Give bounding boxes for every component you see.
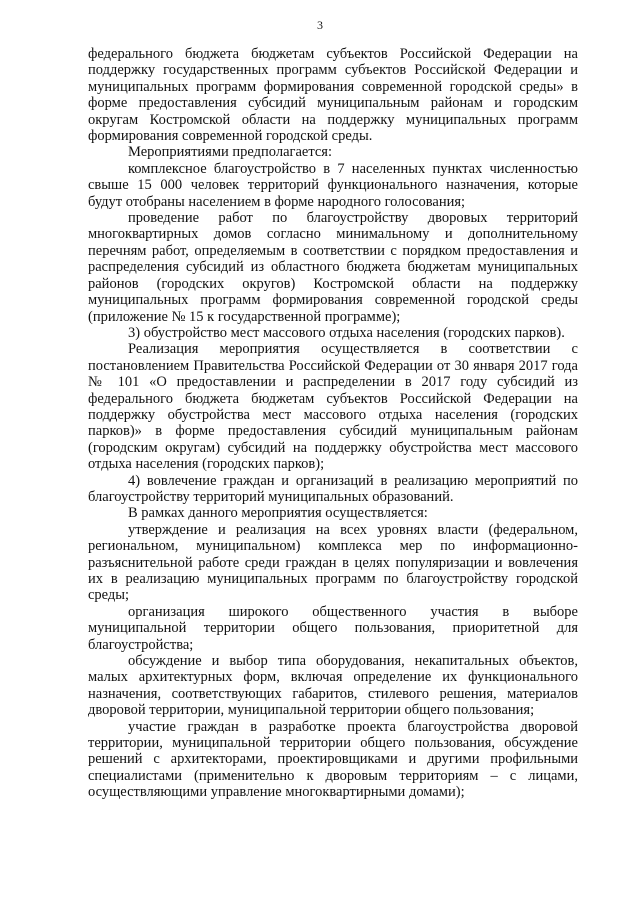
page-number: 3	[317, 18, 323, 32]
paragraph: проведение работ по благоустройству дворовых территорий многоквартирных домов согласно минимальному и дополнительному перечням работ, определяемым в соответствии с порядком предоставления и распределения субсидий из областного бюджета бюджетам муниципальных районов (городских округов) Костромской области на поддержку муниципальных программ формирования современной городской среды (приложение № 15 к государственной программе);	[88, 210, 578, 325]
document-body	[88, 46, 578, 801]
paragraph: 4) вовлечение граждан и организаций в реализацию мероприятий по благоустройству территорий муниципальных образований.	[88, 472, 578, 505]
paragraph: Реализация мероприятия осуществляется в соответствии с постановлением Правительства Российской Федерации от 30 января 2017 года № 101 «О предоставлении и распределении в 2017 году субсидий из федерального бюджета бюджетам субъектов Российской Федерации на поддержку обустройства мест массового отдыха населения (городских парков)» в форме предоставления субсидий муниципальным районам (городским округам) субсидий на поддержку обустройства мест массового отдыха населения (городских парков);	[88, 341, 578, 473]
paragraph: Мероприятиями предполагается:	[128, 144, 332, 161]
paragraph: 3) обустройство мест массового отдыха населения (городских парков).	[128, 324, 565, 341]
paragraph: обсуждение и выбор типа оборудования, некапитальных объектов, малых архитектурных форм, включая определение их функционального назначения, соответствующих габаритов, стилевого решения, материалов дворовой территории, муниципальной территории общего пользования;	[88, 653, 578, 719]
paragraph: участие граждан в разработке проекта благоустройства дворовой территории, муниципальной территории общего пользования, обсуждение решений с архитекторами, проектировщиками и другими профильными специалистами (применительно к дворовым территориям – с лицами, осуществляющими управление многоквартирными домами);	[88, 718, 578, 801]
paragraph: утверждение и реализация на всех уровнях власти (федеральном, региональном, муниципальном) комплекса мер по информационно-разъяснительной работе среди граждан в целях популяризации и вовлечения их в реализацию муниципальных программ по благоустройству городской среды;	[88, 521, 578, 604]
paragraph: организация широкого общественного участия в выборе муниципальной территории общего пользования, приоритетной для благоустройства;	[88, 603, 578, 653]
paragraph: В рамках данного мероприятия осуществляется:	[128, 505, 428, 522]
paragraph: федерального бюджета бюджетам субъектов Российской Федерации на поддержку государственных программ субъектов Российской Федерации и муниципальных программ формирования современной городской среды» в форме предоставления субсидий муниципальным районам и городским округам Костромской области на поддержку муниципальных программ формирования современной городской среды.	[88, 46, 578, 145]
paragraph: комплексное благоустройство в 7 населенных пунктах численностью свыше 15 000 человек территорий функционального назначения, которые будут отобраны населением в форме народного голосования;	[88, 160, 578, 210]
